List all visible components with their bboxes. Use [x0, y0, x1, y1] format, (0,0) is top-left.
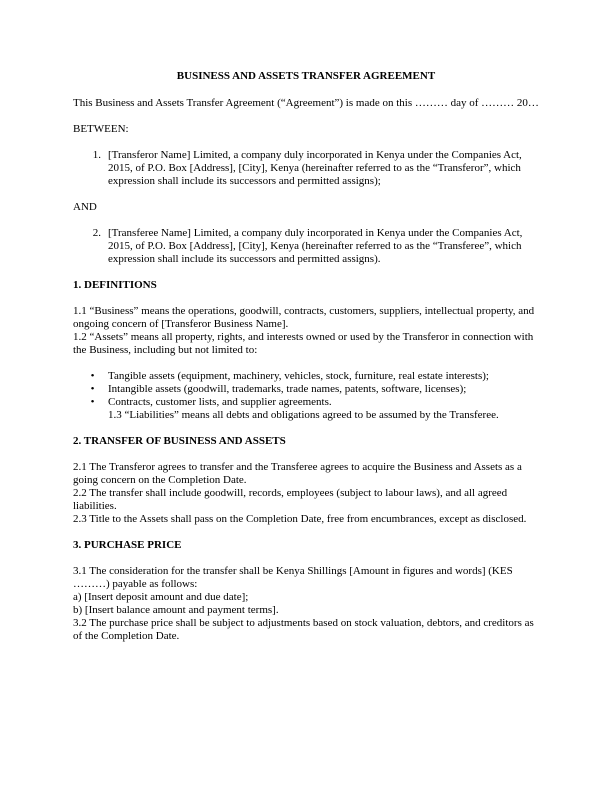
bullet-text: Intangible assets (goodwill, trademarks, trade names, patents, software, licenses); [108, 383, 467, 395]
bullet-text: Tangible assets (equipment, machinery, vehicles, stock, furniture, real estate interests); [108, 370, 489, 382]
list-item [73, 396, 539, 409]
party-number: 1. [92, 149, 101, 161]
bullet-icon: • [90, 370, 95, 382]
section-1-heading: 1. DEFINITIONS [73, 279, 157, 291]
party-list-1 [73, 149, 539, 188]
section-2-heading: 2. TRANSFER OF BUSINESS AND ASSETS [73, 435, 286, 447]
party-text: [Transferee Name] Limited, a company duly incorporated in Kenya under the Companies Act, 2015, of P.O. Box [Address], [City], Kenya (hereinafter referred to as the “Transferee”, which expression shall include its successors and permitted assigns). [108, 227, 523, 265]
party-text: [Transferor Name] Limited, a company duly incorporated in Kenya under the Companies Act, 2015, of P.O. Box [Address], [City], Kenya (hereinafter referred to as the “Transferor”, which expression shall include its successors and permitted assigns); [108, 149, 522, 187]
party-number: 2. [92, 227, 101, 239]
clause-2-2: 2.2 The transfer shall include goodwill, records, employees (subject to labour laws), and all agreed liabilities. [73, 487, 508, 512]
clause-1-2: 1.2 “Assets” means all property, rights, and interests owned or used by the Transferor in connection with the Business, including but not limited to: [73, 331, 534, 356]
section-3-heading: 3. PURCHASE PRICE [73, 539, 182, 551]
and-label: AND [73, 201, 97, 213]
clause-3-1: 3.1 The consideration for the transfer shall be Kenya Shillings [Amount in figures and words] (KES ………) payable as follows: [73, 565, 513, 590]
clause-1-1: 1.1 “Business” means the operations, goodwill, contracts, customers, suppliers, intellectual property, and ongoing concern of [Transferor Business Name]. [73, 305, 535, 330]
intro-paragraph: This Business and Assets Transfer Agreement (“Agreement”) is made on this ……… day of ……… 20… [73, 97, 539, 109]
list-item [73, 370, 539, 383]
party-item [73, 149, 539, 188]
clause-1-3: 1.3 “Liabilities” means all debts and obligations agreed to be assumed by the Transferee. [108, 409, 499, 421]
clause-3-2: 3.2 The purchase price shall be subject to adjustments based on stock valuation, debtors, and creditors as of the Completion Date. [73, 617, 534, 642]
clause-2-3: 2.3 Title to the Assets shall pass on the Completion Date, free from encumbrances, except as disclosed. [73, 513, 527, 525]
bullet-icon: • [90, 383, 95, 395]
clause-2-1: 2.1 The Transferor agrees to transfer and the Transferee agrees to acquire the Business and Assets as a going concern on the Completion Date. [73, 461, 522, 486]
bullet-icon: • [90, 396, 95, 408]
between-label: BETWEEN: [73, 123, 129, 135]
party-list-2 [73, 227, 539, 266]
party-item [73, 227, 539, 266]
assets-bullet-list [73, 370, 539, 422]
clause-3-1-b: b) [Insert balance amount and payment terms]. [73, 604, 279, 616]
document-title: BUSINESS AND ASSETS TRANSFER AGREEMENT [176, 70, 436, 82]
list-item [73, 409, 539, 422]
bullet-text: Contracts, customer lists, and supplier agreements. [108, 396, 332, 408]
list-item [73, 383, 539, 396]
clause-3-1-a: a) [Insert deposit amount and due date]; [73, 591, 249, 603]
